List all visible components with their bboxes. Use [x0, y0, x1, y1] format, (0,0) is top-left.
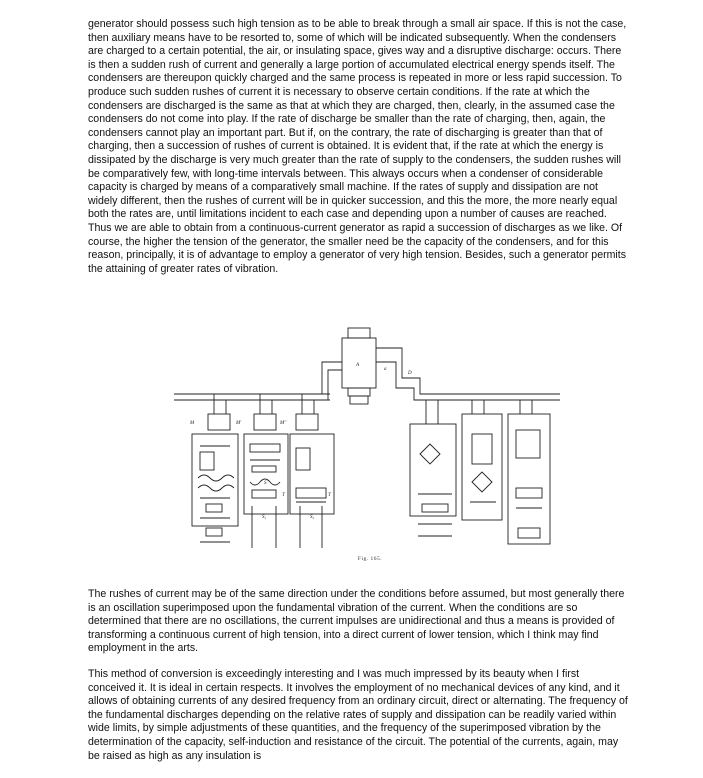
label-m1: M: [190, 421, 195, 426]
label-brush: a: [384, 367, 387, 372]
generator-base: [348, 388, 370, 396]
label-s3: S₂: [310, 515, 315, 520]
label-m3: M'': [280, 421, 287, 426]
circuit-figure: [170, 318, 570, 572]
label-generator: A: [356, 363, 360, 368]
generator-top: [348, 328, 370, 338]
paragraph-1: generator should possess such high tension as to be able to break through a small air space. If this is not the case, then auxiliary means have to be resorted to, some of which will be indicated subsequently. When the condensers are charged to a certain potential, the air, or insulating space, gives way and a disruptive discharge: occurs. There is then a sudden rush of current and generally a large portion of accumulated electrical energy spends itself. The condensers are thereupon quickly charged and the same process is repeated in more or less rapid succession. To produce such sudden rushes of current it is necessary to observe certain conditions. If the rate at which the condensers are discharged is the same as that at which they are charged, then, clearly, in the assumed case the condensers do not come into play. If the rate of discharge be smaller than the rate of charging, then, again, the condensers cannot play an important part. But if, on the contrary, the rate of discharging is greater than that of charging, then a succession of rushes of current is obtained. It is evident that, if the rate at which the energy is dissipated by the discharge is very much greater than the rate of supply to the condensers, the sudden rushes will be comparatively few, with long-time intervals between. This always occurs when a condenser of considerable capacity is charged by means of a comparatively small machine. If the rates of supply and dissipation are not widely different, then the rushes of current will be in quicker succession, and this the more, the more nearly equal both the rates are, until limitations incident to each case and depending upon a number of causes are reached. Thus we are able to obtain from a continuous-current generator as rapid a succession of discharges as we like. Of course, the higher the tension of the generator, the smaller need be the capacity of the condensers, and for this reason, principally, it is of advantage to employ a generator of very high tension. Besides, such a generator permits the attaining of greater rates of vibration.: [88, 18, 627, 275]
figure-caption: Fig. 165.: [357, 556, 383, 562]
label-s1: S: [264, 481, 267, 486]
label-line: D: [408, 371, 412, 376]
paragraph-2: The rushes of current may be of the same direction under the conditions before assumed, but most generally there is an oscillation superimposed upon the fundamental vibration of the current. When the conditions are so determined that there are no oscillations, the current impulses are unidirectional and thus a means is provided of transforming a continuous current of high tension, into a direct current of lower tension, which I think may find employment in the arts.: [88, 588, 625, 655]
paragraph-3: This method of conversion is exceedingly interesting and I was much impressed by its beauty when I first conceived it. It is ideal in certain respects. It involves the employment of no mechanical devices of any kind, and it allows of obtaining currents of any desired frequency from an ordinary circuit, direct or alternating. The frequency of the fundamental discharges depending on the relative rates of supply and dissipation can be readily varied within wide limits, by simple adjustments of these quantities, and the frequency of the superimposed vibration by the determination of the capacity, self-induction and resistance of the circuit. The potential of the currents, again, may be raised as high as any insulation is: [88, 668, 628, 762]
label-t1: T: [282, 493, 285, 498]
label-t2: T: [328, 493, 331, 498]
label-s2: S₁: [262, 515, 267, 520]
circuit-diagram: [170, 318, 570, 572]
label-m2: M': [236, 421, 242, 426]
